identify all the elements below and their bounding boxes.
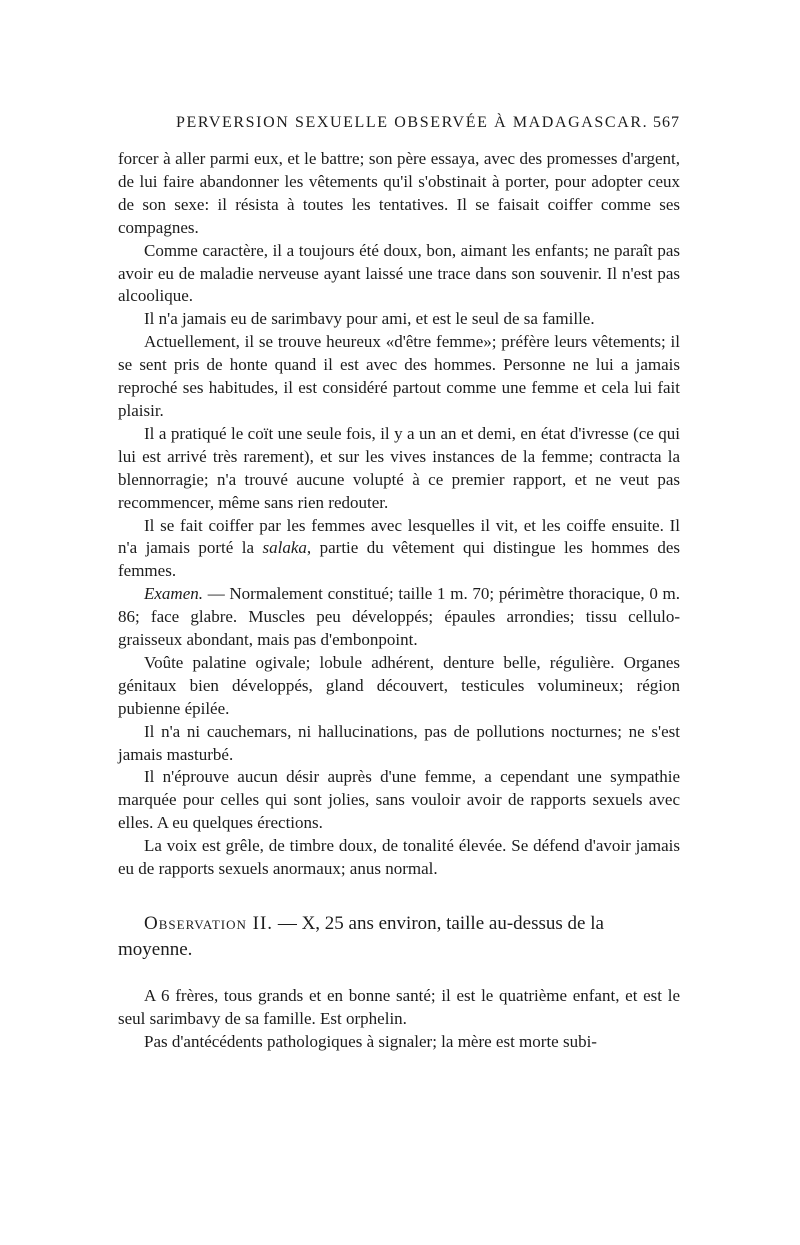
section-label: Examen.: [144, 584, 204, 604]
paragraph-text: Il se fait coiffer par les femmes avec lesquelles il vit, et les coiffe ensuite. Il n'a jamais porté la: [118, 515, 680, 558]
page-number: 567: [653, 114, 680, 131]
paragraph: Il n'éprouve aucun désir auprès d'une femme, a cependant une sympathie marquée pour celles qui sont jolies, sans vouloir avoir de rapports sexuels avec elles. A eu quelques érections.: [118, 767, 680, 833]
paragraph: Il n'a ni cauchemars, ni hallucinations, pas de pollutions nocturnes; ne s'est jamais masturbé.: [118, 721, 680, 764]
observation-text: — X, 25 ans environ, taille au-dessus de la moyenne.: [118, 913, 604, 960]
observation-heading: [118, 911, 680, 963]
paragraph-text: , partie du vêtement qui distingue les hommes des femmes.: [118, 538, 681, 581]
paragraph-text: — Normalement constitué; taille 1 m. 70; périmètre thoracique, 0 m. 86; face glabre. Muscles peu développés; épaules arrondies; tissu cellulo-graisseux abondant, mais pas d'embonpoint.: [118, 584, 680, 650]
paragraph: La voix est grêle, de timbre doux, de tonalité élevée. Se défend d'avoir jamais eu de rapports sexuels anormaux; anus normal.: [118, 836, 680, 879]
observation-label: Observation II.: [144, 913, 274, 934]
running-title: PERVERSION SEXUELLE OBSERVÉE À MADAGASCAR.: [176, 114, 649, 131]
paragraph: Comme caractère, il a toujours été doux, bon, aimant les enfants; ne paraît pas avoir eu de maladie nerveuse ayant laissé une trace dans son souvenir. Il n'est pas alcoolique.: [118, 240, 680, 306]
running-header: [118, 114, 680, 138]
paragraph: A 6 frères, tous grands et en bonne santé; il est le quatrième enfant, et est le seul sarimbavy de sa famille. Est orphelin.: [118, 986, 680, 1028]
paragraph: forcer à aller parmi eux, et le battre; son père essaya, avec des promesses d'argent, de lui faire abandonner les vêtements qu'il s'obstinait à porter, pour adopter ceux de son sexe: il résista à toutes les tentatives. Il se faisait coiffer comme ses compagnes.: [118, 149, 680, 237]
paragraph-coiffer: [118, 515, 680, 584]
paragraph: Il n'a jamais eu de sarimbavy pour ami, et est le seul de sa famille.: [144, 309, 595, 329]
paragraph: Il a pratiqué le coït une seule fois, il y a un an et demi, en état d'ivresse (ce qui lui est arrivé très rarement), et sur les vives instances de la femme; contracta la blennorragie; n'a trouvé aucune volupté à ce premier rapport, et ne veut pas recommencer, même sans rien redouter.: [118, 423, 680, 512]
italic-term: salaka: [262, 538, 307, 558]
body-text: [118, 148, 680, 1054]
paragraph: Actuellement, il se trouve heureux «d'être femme»; préfère leurs vêtements; il se sent pris de honte quand il est avec des hommes. Personne ne lui a jamais reproché ses habitudes, il est considéré partout comme une femme et cela lui fait plaisir.: [118, 332, 680, 420]
paragraph-examen: [118, 583, 680, 652]
paragraph: Voûte palatine ogivale; lobule adhérent, denture belle, régulière. Organes génitaux bien développés, gland découvert, testicules volumineux; région pubienne épilée.: [118, 652, 680, 718]
paragraph: Pas d'antécédents pathologiques à signaler; la mère est morte subi-: [144, 1031, 597, 1051]
